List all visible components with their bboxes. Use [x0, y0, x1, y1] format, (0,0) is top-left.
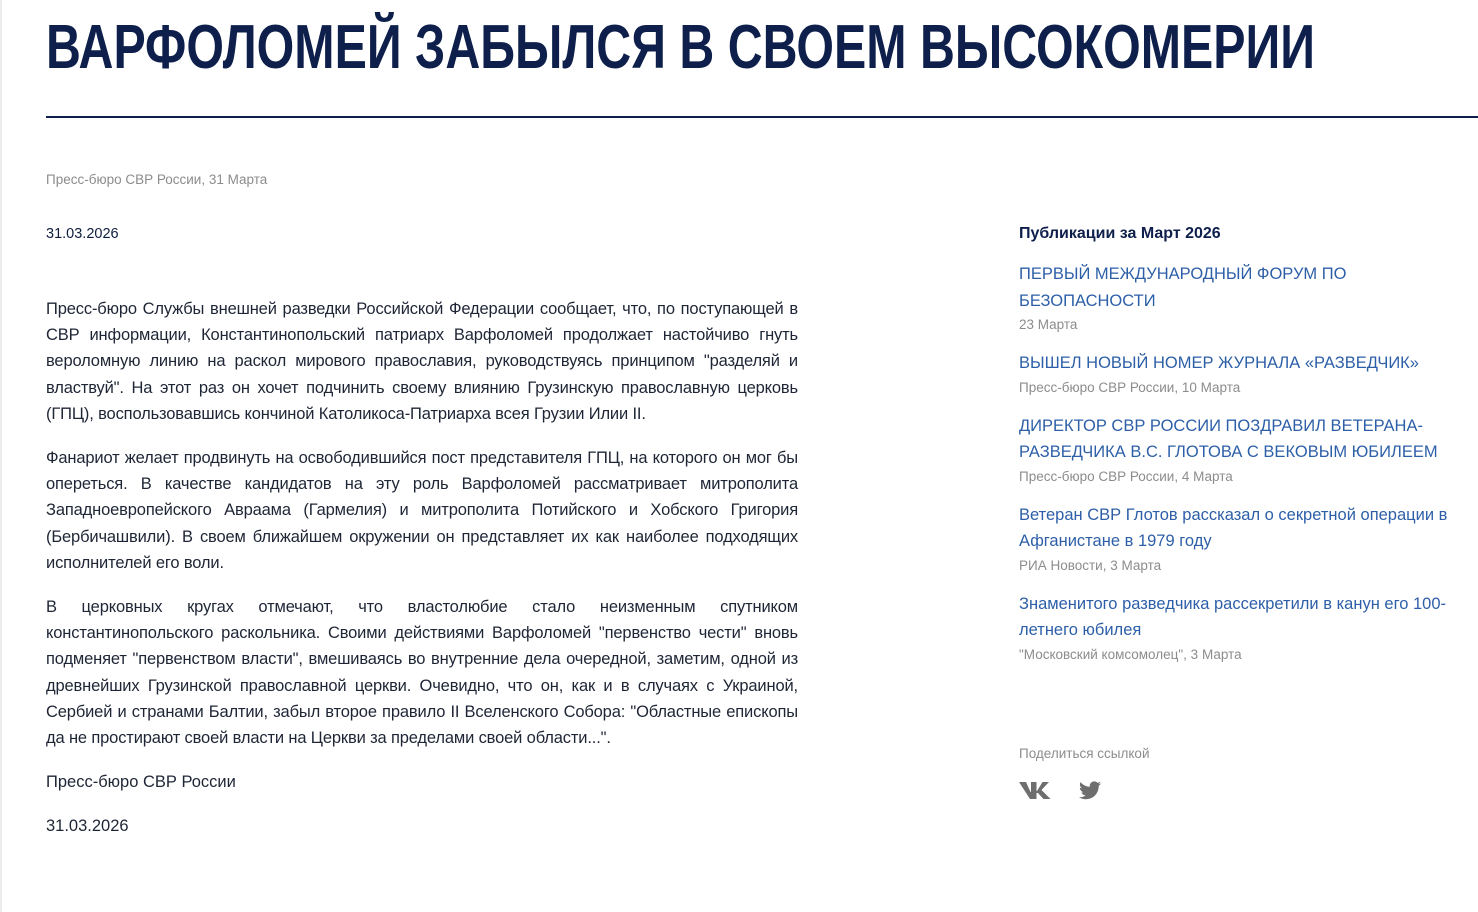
- publication-meta: 23 Марта: [1019, 317, 1078, 332]
- publication-meta: РИА Новости, 3 Марта: [1019, 557, 1162, 573]
- publication-link[interactable]: Ветеран СВР Глотов рассказал о секретной операции в Афганистане в 1979 году: [1019, 505, 1448, 550]
- article-paragraph: Фанариот желает продвинуть на освободившийся пост представителя ГПЦ, на которого он мог бы опереться. В качестве кандидатов на эту роль Варфоломей рассматривает митрополита Западноевропейского Авраама (Гармелия) и митрополита Потийского и Хобского Григория (Бербичашвили). В своем ближайшем окружении он представляет их как наиболее подходящих исполнителей его воли.: [46, 449, 798, 572]
- page-title: ВАРФОЛОМЕЙ ЗАБЫЛСЯ В СВОЕМ ВЫСОКОМЕРИИ: [46, 13, 1316, 82]
- publications-sidebar: [1019, 222, 1459, 680]
- publication-item: [1019, 591, 1459, 665]
- article-paragraph: В церковных кругах отмечают, что властолюбие стало неизменным спутником константинопольского раскольника. Своими действиями Варфоломей "первенство чести" вновь подменяет "первенством власти", вмешиваясь во внутренние дела очередной, заметим, одной из древнейших Грузинской православной церкви. Очевидно, что он, как и в случаях с Украиной, Сербией и странами Балтии, забыл второе правило II Вселенского Собора: "Областные епископы да не простирают своей власти на Церкви за пределами своей области...".: [46, 598, 798, 748]
- title-divider: [46, 116, 1478, 118]
- share-section: [1019, 744, 1150, 805]
- publication-item: [1019, 413, 1459, 487]
- article-date-bottom: 31.03.2026: [46, 817, 129, 836]
- article-date: 31.03.2026: [46, 226, 119, 242]
- publication-item: [1019, 502, 1459, 576]
- article: [46, 224, 798, 839]
- publication-meta: Пресс-бюро СВР России, 10 Марта: [1019, 379, 1241, 395]
- publication-link[interactable]: Знаменитого разведчика рассекретили в канун его 100-летнего юбилея: [1019, 594, 1447, 639]
- share-label: Поделиться ссылкой: [1019, 746, 1150, 761]
- publications-heading: Публикации за Март 2026: [1019, 225, 1221, 242]
- publication-link[interactable]: ПЕРВЫЙ МЕЖДУНАРОДНЫЙ ФОРУМ ПО БЕЗОПАСНОСТИ: [1019, 265, 1347, 310]
- publication-meta: "Московский комсомолец", 3 Марта: [1019, 646, 1242, 662]
- article-signature: Пресс-бюро СВР России: [46, 773, 236, 792]
- vk-icon[interactable]: [1019, 780, 1053, 805]
- publication-item: [1019, 350, 1459, 398]
- share-icons: [1019, 780, 1150, 805]
- article-paragraph: Пресс-бюро Службы внешней разведки Российской Федерации сообщает, что, по поступающей в СВР информации, Константинопольский патриарх Варфоломей продолжает настойчиво гнуть вероломную линию на раскол мирового православия, руководствуясь принципом "разделяй и властвуй". На этот раз он хочет подчинить своему влиянию Грузинскую православную церковь (ГПЦ), воспользовавшись кончиной Католикоса-Патриарха всея Грузии Илии II.: [46, 300, 798, 423]
- publication-item: [1019, 261, 1459, 335]
- publication-link[interactable]: ДИРЕКТОР СВР РОССИИ ПОЗДРАВИЛ ВЕТЕРАНА-РАЗВЕДЧИКА В.С. ГЛОТОВА С ВЕКОВЫМ ЮБИЛЕЕМ: [1019, 416, 1438, 461]
- article-byline: Пресс-бюро СВР России, 31 Марта: [46, 172, 268, 187]
- article-body: [46, 296, 798, 751]
- twitter-icon[interactable]: [1079, 781, 1101, 805]
- publication-meta: Пресс-бюро СВР России, 4 Марта: [1019, 468, 1233, 484]
- publication-link[interactable]: ВЫШЕЛ НОВЫЙ НОМЕР ЖУРНАЛА «РАЗВЕДЧИК»: [1019, 354, 1419, 372]
